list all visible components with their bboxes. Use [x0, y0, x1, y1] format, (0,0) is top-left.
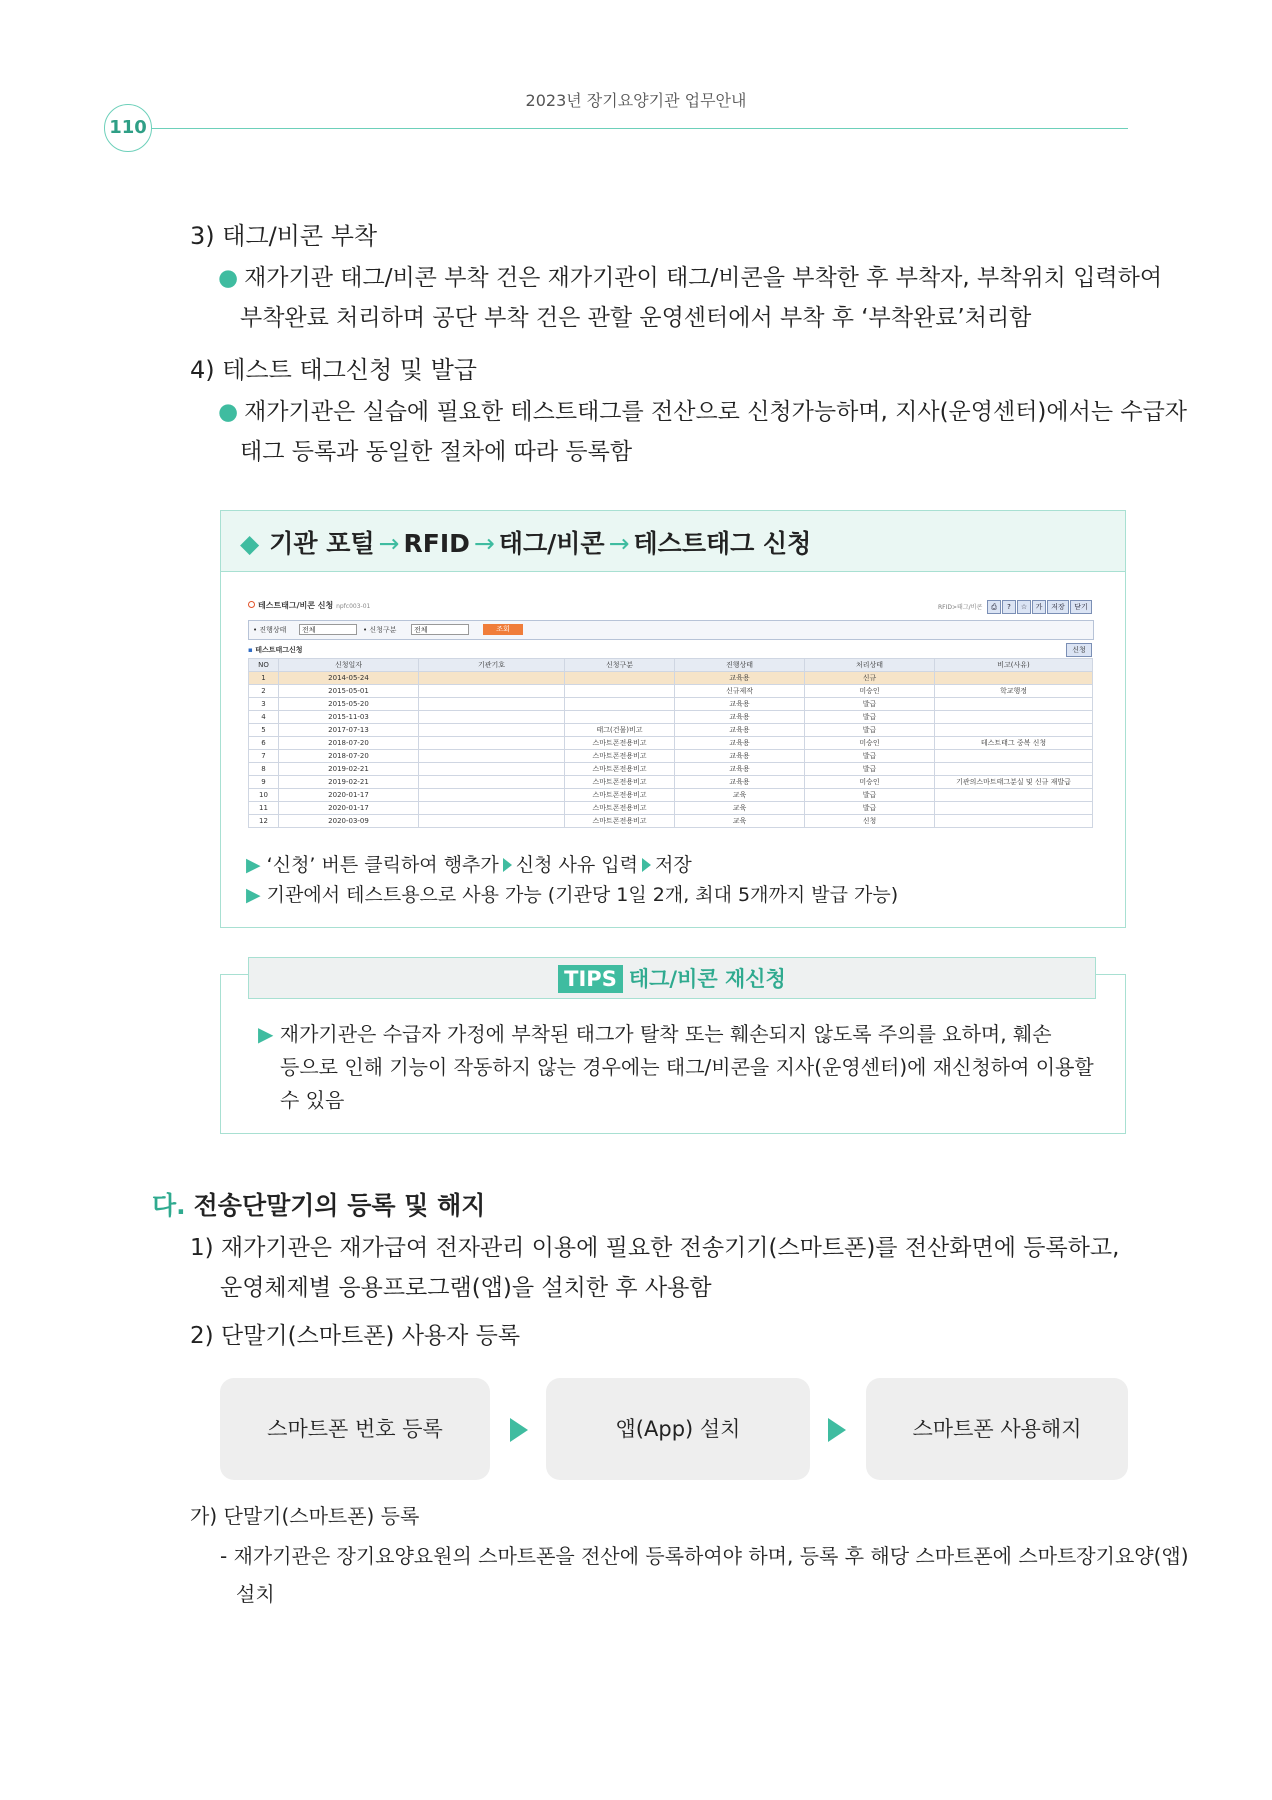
table-cell: 학교행정 [935, 685, 1093, 698]
table-cell: 12 [249, 815, 279, 828]
table-row[interactable] [249, 802, 1093, 815]
screen-breadcrumb: RFID>태그/비콘 [938, 604, 983, 611]
text-size-icon[interactable]: 가 [1032, 600, 1046, 614]
table-cell: 스마트폰전용비고 [565, 815, 675, 828]
table-cell [935, 698, 1093, 711]
arrow-icon: → [473, 529, 495, 558]
table-cell [419, 737, 565, 750]
table-cell: 11 [249, 802, 279, 815]
table-cell [935, 672, 1093, 685]
table-cell [419, 815, 565, 828]
filter-status-label: • 진행상태 [253, 626, 287, 634]
apply-button[interactable]: 신청 [1066, 643, 1092, 657]
play-arrow-icon [510, 1418, 528, 1442]
table-cell [935, 750, 1093, 763]
table-row[interactable] [249, 724, 1093, 737]
col-org: 기관기호 [419, 659, 565, 672]
col-no: NO [249, 659, 279, 672]
table-cell: 발급 [805, 698, 935, 711]
table-cell: 2020-01-17 [279, 802, 419, 815]
table-cell: 2014-05-24 [279, 672, 419, 685]
table-cell [419, 776, 565, 789]
play-arrow-icon [828, 1418, 846, 1442]
table-cell: 교육 [675, 802, 805, 815]
dash-item: - 재가기관은 장기요양요원의 스마트폰을 전산에 등록하여야 하며, 등록 후 해당 스마트폰에 스마트장기요양(앱) [220, 1544, 1189, 1568]
screen-code: npfc003-01 [336, 603, 371, 610]
sub-heading-device: 가) 단말기(스마트폰) 등록 [190, 1504, 420, 1528]
table-cell: 2018-07-20 [279, 737, 419, 750]
screenshot-test-tag [246, 598, 1096, 838]
table-cell: 교육용 [675, 711, 805, 724]
table-cell: 2020-01-17 [279, 789, 419, 802]
table-cell: 교육용 [675, 776, 805, 789]
table-cell [419, 724, 565, 737]
flow-step-register: 스마트폰 번호 등록 [220, 1378, 490, 1480]
path-step: RFID [403, 529, 470, 558]
col-type: 신청구분 [565, 659, 675, 672]
table-cell: 발급 [805, 802, 935, 815]
path-step: 테스트태그 신청 [633, 529, 812, 558]
bullet-tag-attach [218, 258, 1162, 298]
arrow-right-icon [503, 858, 512, 872]
bullet-icon: ● [218, 399, 239, 425]
col-status: 진행상태 [675, 659, 805, 672]
table-cell: 스마트폰전용비고 [565, 789, 675, 802]
table-cell: 스마트폰전용비고 [565, 750, 675, 763]
col-remark: 비고(사유) [935, 659, 1093, 672]
bullet-test-tag [218, 392, 1187, 432]
print-icon[interactable]: ⎙ [987, 600, 1001, 614]
table-cell [565, 685, 675, 698]
table-cell: 2015-11-03 [279, 711, 419, 724]
table-cell: 4 [249, 711, 279, 724]
table-row[interactable] [249, 711, 1093, 724]
path-step: 태그/비콘 [498, 529, 605, 558]
table-cell [565, 698, 675, 711]
table-cell: 미승인 [805, 776, 935, 789]
section-title: 다. 전송단말기의 등록 및 해지 [152, 1191, 486, 1220]
table-cell: 교육용 [675, 737, 805, 750]
grid-subtitle: ▪ 테스트태그신청 [248, 646, 303, 654]
table-cell: 2015-05-20 [279, 698, 419, 711]
path-step: 기관 포털 [269, 529, 375, 558]
para-device-1-cont: 운영체제별 응용프로그램(앱)을 설치한 후 사용함 [220, 1275, 712, 1301]
flow-step-cancel: 스마트폰 사용해지 [866, 1378, 1128, 1480]
table-row[interactable] [249, 685, 1093, 698]
arrow-right-icon [642, 858, 651, 872]
arrow-icon: → [608, 529, 630, 558]
note-limit: ▶ 기관에서 테스트용으로 사용 가능 (기관당 1일 2개, 최대 5개까지 발급 가능) [246, 884, 899, 906]
tips-badge: TIPS [558, 965, 623, 993]
table-cell: 미승인 [805, 685, 935, 698]
table-cell: 발급 [805, 724, 935, 737]
table-cell: 기관의스마트태그분실 및 신규 재발급 [935, 776, 1093, 789]
filter-bar [248, 620, 1094, 640]
table-cell: 신규제작 [675, 685, 805, 698]
table-cell: 교육 [675, 789, 805, 802]
table-cell: 2020-03-09 [279, 815, 419, 828]
table-row[interactable] [249, 698, 1093, 711]
table-cell: 교육용 [675, 698, 805, 711]
table-cell: 스마트폰전용비고 [565, 802, 675, 815]
tips-title: TIPS 태그/비콘 재신청 [248, 963, 1096, 993]
table-cell: 교육용 [675, 750, 805, 763]
table-cell [419, 750, 565, 763]
filter-type-label: • 신청구분 [363, 626, 397, 634]
table-cell: 발급 [805, 711, 935, 724]
table-cell [419, 685, 565, 698]
save-button[interactable]: 저장 [1047, 600, 1069, 614]
table-cell: 2017-07-13 [279, 724, 419, 737]
table-cell [419, 698, 565, 711]
table-row[interactable] [249, 672, 1093, 685]
note-procedure: ▶ ‘신청’ 버튼 클릭하여 행추가 신청 사유 입력 저장 [246, 854, 692, 876]
table-cell: 2018-07-20 [279, 750, 419, 763]
table-cell [419, 802, 565, 815]
bullet-text: 재가기관 태그/비콘 부착 건은 재가기관이 태그/비콘을 부착한 후 부착자, 부착위치 입력하여 [244, 265, 1163, 291]
table-cell [935, 815, 1093, 828]
screen-title: 테스트태그/비콘 신청 npfc003-01 [248, 600, 370, 611]
table-cell: 교육용 [675, 724, 805, 737]
table-cell: 10 [249, 789, 279, 802]
table-cell: 9 [249, 776, 279, 789]
table-cell: 신규 [805, 672, 935, 685]
table-cell: 스마트폰전용비고 [565, 776, 675, 789]
triangle-icon: ▶ [246, 884, 261, 906]
table-cell: 스마트폰전용비고 [565, 737, 675, 750]
table-cell [935, 789, 1093, 802]
table-cell: 7 [249, 750, 279, 763]
table-row[interactable] [249, 815, 1093, 828]
table-cell [419, 789, 565, 802]
col-date: 신청일자 [279, 659, 419, 672]
bullet-tag-attach-cont: 부착완료 처리하며 공단 부착 건은 관할 운영센터에서 부착 후 ‘부착완료’처리함 [240, 305, 1032, 331]
table-cell: 2019-02-21 [279, 763, 419, 776]
table-cell: 태그(건물)비고 [565, 724, 675, 737]
bullet-test-tag-cont: 태그 등록과 동일한 절차에 따라 등록함 [240, 439, 633, 465]
table-cell [935, 724, 1093, 737]
search-button[interactable]: 조회 [483, 624, 523, 635]
triangle-icon: ▶ [258, 1022, 274, 1046]
para-device-2: 2) 단말기(스마트폰) 사용자 등록 [190, 1323, 521, 1349]
diamond-icon: ◆ [240, 529, 260, 558]
dash-item-cont: 설치 [236, 1582, 275, 1606]
tips-text: ▶ 재가기관은 수급자 가정에 부착된 태그가 탈착 또는 훼손되지 않도록 주의를 요하며, 훼손 등으로 인해 기능이 작동하지 않는 경우에는 태그/비콘을 지사(운영센터)에 재신청하여 이용할 수 있음 [258, 1022, 1094, 1112]
header-divider [150, 128, 1128, 129]
table-cell: 8 [249, 763, 279, 776]
table-row[interactable] [249, 737, 1093, 750]
test-tag-table [248, 658, 1093, 828]
heading-tag-attach: 3) 태그/비콘 부착 [190, 222, 378, 250]
table-cell [565, 672, 675, 685]
table-row[interactable] [249, 776, 1093, 789]
table-cell: 2015-05-01 [279, 685, 419, 698]
table-cell [419, 711, 565, 724]
table-header-row [249, 659, 1093, 672]
table-row[interactable] [249, 789, 1093, 802]
heading-test-tag: 4) 테스트 태그신청 및 발급 [190, 356, 477, 384]
help-icon[interactable]: ? [1002, 600, 1016, 614]
table-cell [935, 711, 1093, 724]
bullet-text: 재가기관은 실습에 필요한 테스트태그를 전산으로 신청가능하며, 지사(운영센터)에서는 수급자 [244, 399, 1188, 425]
table-cell [419, 672, 565, 685]
table-cell [935, 763, 1093, 776]
table-cell: 6 [249, 737, 279, 750]
table-cell [935, 802, 1093, 815]
table-cell [419, 763, 565, 776]
table-cell: 신청 [805, 815, 935, 828]
table-cell: 발급 [805, 763, 935, 776]
flow-step-install: 앱(App) 설치 [546, 1378, 810, 1480]
running-header: 2023년 장기요양기관 업무안내 [525, 91, 747, 110]
table-cell: 발급 [805, 789, 935, 802]
table-cell: 교육용 [675, 672, 805, 685]
col-process: 처리상태 [805, 659, 935, 672]
table-cell: 발급 [805, 750, 935, 763]
page-number: 110 [104, 104, 152, 152]
para-device-1: 1) 재가기관은 재가급여 전자관리 이용에 필요한 전송기기(스마트폰)를 전산화면에 등록하고, [190, 1235, 1120, 1261]
table-cell [565, 711, 675, 724]
portal-path [240, 524, 811, 560]
status-select[interactable]: 전체 [299, 624, 357, 635]
close-button[interactable]: 닫기 [1070, 600, 1092, 614]
triangle-icon: ▶ [246, 854, 261, 876]
type-select[interactable]: 전체 [411, 624, 469, 635]
table-cell: 1 [249, 672, 279, 685]
table-row[interactable] [249, 750, 1093, 763]
bullet-icon: ● [218, 265, 239, 291]
table-cell: 스마트폰전용비고 [565, 763, 675, 776]
circle-icon [248, 601, 255, 608]
table-cell: 5 [249, 724, 279, 737]
table-cell: 교육 [675, 815, 805, 828]
table-cell: 미승인 [805, 737, 935, 750]
table-cell: 3 [249, 698, 279, 711]
table-cell: 2 [249, 685, 279, 698]
table-cell: 테스트태그 중복 신청 [935, 737, 1093, 750]
arrow-icon: → [378, 529, 400, 558]
table-cell: 2019-02-21 [279, 776, 419, 789]
table-row[interactable] [249, 763, 1093, 776]
table-cell: 교육용 [675, 763, 805, 776]
star-icon[interactable]: ☆ [1017, 600, 1031, 614]
